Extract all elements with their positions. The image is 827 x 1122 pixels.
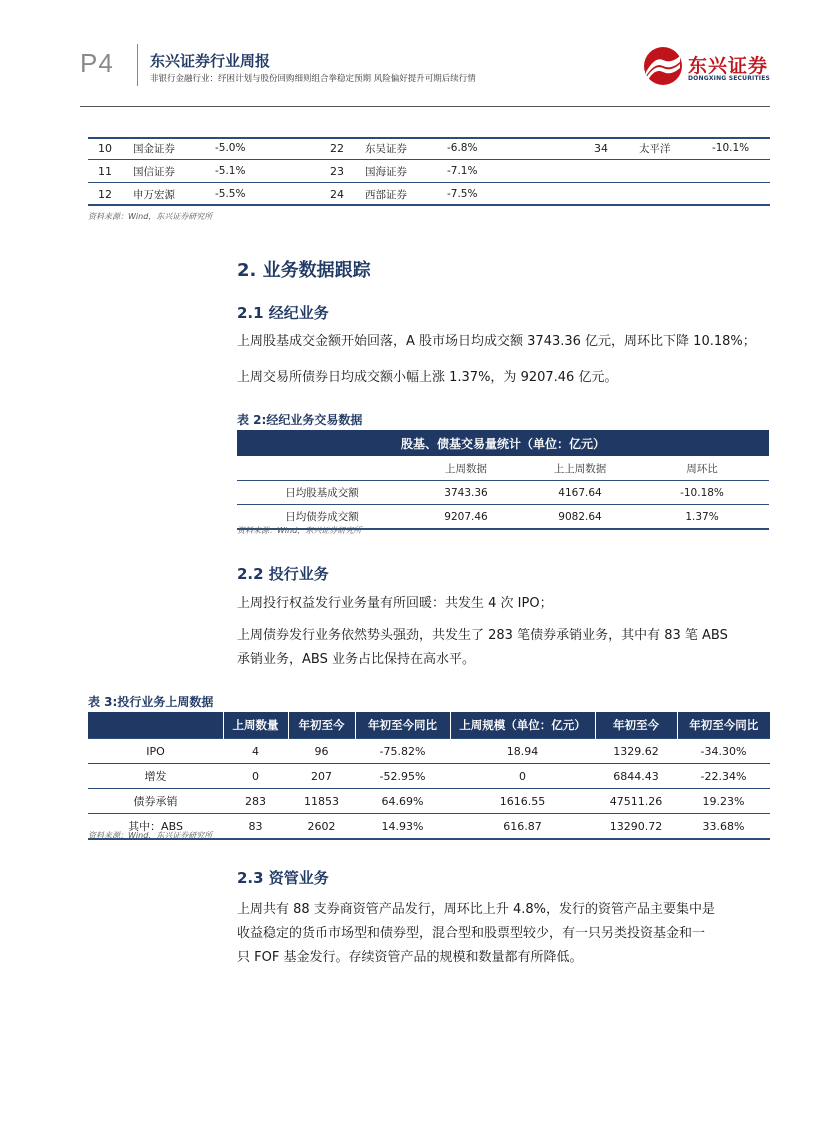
table-3-cell: 0 — [450, 764, 595, 789]
table-3-header: 上周规模（单位：亿元） — [450, 712, 595, 739]
logo-english: DONGXING SECURITIES — [688, 75, 771, 82]
table-row — [88, 137, 770, 160]
ib-paragraph-2-line-1: 上周债券发行业务依然势头强劲，共发生了 283 笔债券承销业务，其中有 83 笔 ABS — [237, 628, 728, 643]
table-3-cell: 11853 — [288, 789, 355, 814]
subsection-heading-brokerage: 2.1 经纪业务 — [237, 304, 329, 322]
table-2-caption: 表 2:经纪业务交易数据 — [237, 413, 363, 427]
table-2-cell: 3743.36 — [407, 481, 525, 505]
rank-number: 11 — [98, 164, 112, 178]
broker-name — [639, 183, 712, 206]
am-paragraph-line-3: 只 FOF 基金发行。存续资管产品的规模和数量都有所降低。 — [237, 950, 583, 965]
table-3-header: 上周数量 — [223, 712, 288, 739]
rank-number: 24 — [330, 187, 344, 201]
table-3-cell: 0 — [223, 764, 288, 789]
table-3-cell: 616.87 — [450, 814, 595, 840]
rank-table-bottom-rule — [88, 204, 770, 206]
rank-table — [88, 137, 770, 206]
rank-number: 12 — [98, 187, 112, 201]
table-row — [237, 481, 769, 505]
table-2-cell: -10.18% — [635, 481, 769, 505]
table-3-cell: 47511.26 — [595, 789, 677, 814]
header-rule — [80, 106, 770, 107]
section-heading: 2. 业务数据跟踪 — [237, 260, 371, 281]
weekly-change: -7.1% — [447, 165, 478, 177]
am-paragraph-line-2: 收益稳定的货币市场型和债券型，混合型和股票型较少，有一只另类投资基金和一 — [237, 926, 706, 941]
rank-number — [584, 183, 639, 206]
brokerage-table — [237, 430, 769, 530]
table-2-source-note: 资料来源：Wind，东兴证券研究所 — [237, 526, 362, 535]
table-3-cell: -52.95% — [355, 764, 450, 789]
table-3-cell: 14.93% — [355, 814, 450, 840]
weekly-change — [712, 160, 770, 183]
table-2-header-wow: 周环比 — [686, 462, 718, 475]
table-3-cell: 债券承销 — [88, 789, 223, 814]
rank-number: 22 — [330, 141, 344, 155]
table-3-cell: 96 — [288, 739, 355, 764]
table-3-cell: IPO — [88, 739, 223, 764]
broker-name: 国金证券 — [133, 142, 175, 155]
ib-paragraph-2-line-2: 承销业务，ABS 业务占比保持在高水平。 — [237, 652, 475, 667]
table-3-cell: 19.23% — [677, 789, 770, 814]
broker-name: 申万宏源 — [133, 188, 175, 201]
table-3-cell: 33.68% — [677, 814, 770, 840]
table-3-cell: -75.82% — [355, 739, 450, 764]
broker-name: 西部证券 — [365, 188, 407, 201]
weekly-change: -6.8% — [447, 142, 478, 154]
table-3-cell: 283 — [223, 789, 288, 814]
table-3-cell: 13290.72 — [595, 814, 677, 840]
rank-number: 34 — [594, 141, 608, 155]
table-row — [88, 160, 770, 183]
table-3-cell: -22.34% — [677, 764, 770, 789]
table-2-header-last-week: 上周数据 — [445, 462, 487, 475]
weekly-change: -5.1% — [215, 165, 246, 177]
rank-number: 23 — [330, 164, 344, 178]
subsection-heading-ib: 2.2 投行业务 — [237, 565, 329, 583]
table-3-cell: 6844.43 — [595, 764, 677, 789]
ib-table — [88, 712, 770, 840]
rank-source-note: 资料来源：Wind，东兴证券研究所 — [88, 212, 213, 221]
table-2-cell: 1.37% — [635, 505, 769, 530]
broker-name: 国信证券 — [133, 165, 175, 178]
weekly-change: -5.5% — [215, 188, 246, 200]
table-row — [88, 789, 770, 814]
weekly-change: -10.1% — [712, 142, 750, 154]
table-3-header: 年初至今 — [288, 712, 355, 739]
table-3-source-note: 资料来源：Wind，东兴证券研究所 — [88, 831, 213, 840]
table-3-cell: 2602 — [288, 814, 355, 840]
broker-name: 国海证券 — [365, 165, 407, 178]
page-number: P4 — [80, 48, 114, 78]
rank-number — [584, 160, 639, 183]
table-3-header: 年初至今同比 — [355, 712, 450, 739]
table-3-cell: 1616.55 — [450, 789, 595, 814]
logo-text: 东兴证券 — [688, 55, 769, 77]
report-title: 东兴证券行业周报 — [150, 52, 271, 70]
table-2-header-blank — [237, 456, 407, 481]
table-3-header: 年初至今同比 — [677, 712, 770, 739]
report-subtitle: 非银行金融行业：纾困计划与股份回购细则组合拳稳定预期 风险偏好提升可期后续行情 — [150, 74, 476, 84]
table-3-cell: 18.94 — [450, 739, 595, 764]
table-2-cell: 日均股基成交额 — [237, 481, 407, 505]
ib-paragraph-1: 上周投行权益发行业务量有所回暖：共发生 4 次 IPO； — [237, 596, 553, 611]
broker-name: 东吴证券 — [365, 142, 407, 155]
subsection-heading-am: 2.3 资管业务 — [237, 869, 329, 887]
dongxing-logo-icon — [643, 46, 683, 86]
table-3-header: 年初至今 — [595, 712, 677, 739]
table-2-cell: 9082.64 — [525, 505, 635, 530]
rank-number: 10 — [98, 141, 112, 155]
weekly-change — [712, 183, 770, 206]
table-3-cell: 4 — [223, 739, 288, 764]
weekly-change: -7.5% — [447, 188, 478, 200]
table-3-cell: -34.30% — [677, 739, 770, 764]
brokerage-paragraph-1: 上周股基成交金额开始回落，A 股市场日均成交额 3743.36 亿元，周环比下降 10.18%； — [237, 334, 756, 349]
table-3-header — [88, 712, 223, 739]
table-3-cell: 增发 — [88, 764, 223, 789]
table-row — [88, 183, 770, 206]
table-2-cell: 日均债券成交额 — [237, 505, 407, 530]
table-3-caption: 表 3:投行业务上周数据 — [88, 695, 214, 709]
table-2-band-header: 股基、债基交易量统计（单位：亿元） — [237, 430, 769, 456]
table-2-cell: 9207.46 — [407, 505, 525, 530]
broker-name: 太平洋 — [639, 142, 671, 155]
table-3-cell: 其中：ABS — [88, 814, 223, 840]
table-3-cell: 83 — [223, 814, 288, 840]
table-2-header-prev-week: 上上周数据 — [553, 462, 607, 475]
table-row — [88, 739, 770, 764]
table-3-cell: 207 — [288, 764, 355, 789]
am-paragraph-line-1: 上周共有 88 支券商资管产品发行，周环比上升 4.8%，发行的资管产品主要集中是 — [237, 902, 715, 917]
brokerage-paragraph-2: 上周交易所债券日均成交额小幅上涨 1.37%，为 9207.46 亿元。 — [237, 370, 618, 385]
broker-name — [639, 160, 712, 183]
table-3-cell: 1329.62 — [595, 739, 677, 764]
table-3-cell: 64.69% — [355, 789, 450, 814]
weekly-change: -5.0% — [215, 142, 246, 154]
table-row — [88, 764, 770, 789]
table-2-cell: 4167.64 — [525, 481, 635, 505]
header-divider — [137, 44, 138, 86]
